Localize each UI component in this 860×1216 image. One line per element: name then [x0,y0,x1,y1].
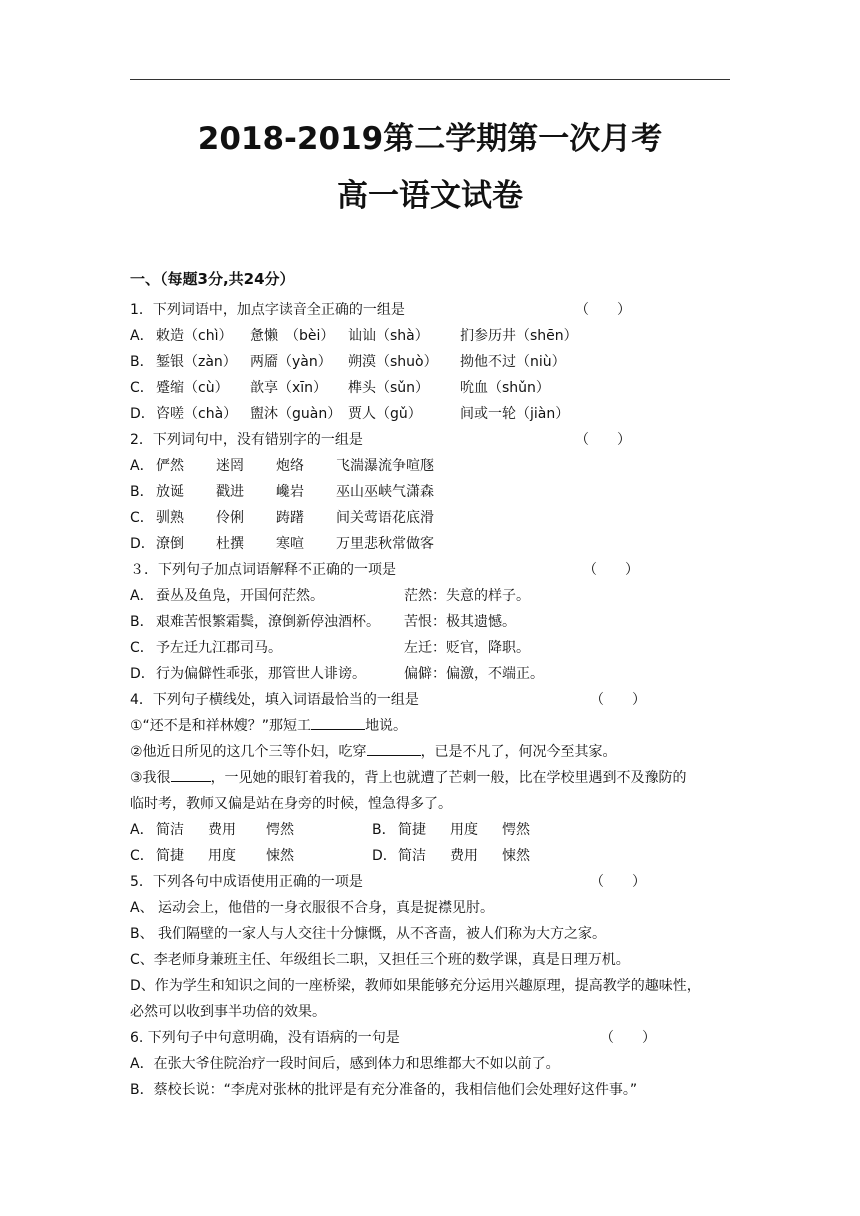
question-6-stem: 6. 下列句子中句意明确，没有语病的一句是 [130,1030,400,1046]
question-5-option-b: B、 我们隔壁的一家人与人交往十分慷慨，从不吝啬，被人们称为大方之家。 [130,926,607,942]
question-5-option-a: A、 运动会上，他借的一身衣服很不合身，真是捉襟见肘。 [130,900,495,916]
question-2-option-d: D．潦倒 杜撰 寒喧 万里悲秋常做客 [130,536,434,552]
question-1-option-b: B． 錾银（zàn） 两靥（yàn） 朔漠（shuò） 拗他不过（niù） [130,354,566,370]
question-4-sentence-3-cont: 临时考，教师又偏是站在身旁的时候，惶急得多了。 [130,796,452,812]
question-3-stem: ３．下列句子加点词语解释不正确的一项是 [130,562,396,578]
exam-title: 2018-2019第二学期第一次月考 [197,121,663,157]
question-4-options-cd: C． 简捷 用度 悚然 D．简洁 费用 悚然 [130,848,530,864]
question-4-sentence-1: ①“还不是和祥林嫂？”那短工 地说。 [130,718,408,734]
question-2-option-a: A． 俨然 迷罔 炮络 飞湍瀑流争喧豗 [130,458,434,474]
question-5-option-c: C、李老师身兼班主任、年级组长二职，又担任三个班的数学课，真是日理万机。 [130,952,630,968]
question-3-option-d: D．行为偏僻性乖张，那管世人诽谤。 偏僻：偏激，不端正。 [130,666,544,682]
exam-subtitle: 高一语文试卷 [337,178,523,214]
question-2-stem: 2．下列词句中，没有错别字的一组是 [130,432,363,448]
question-1-option-d: D．咨嗟（chà） 盥沐（guàn） 贾人（gǔ） 间或一轮（jiàn） [130,406,570,422]
question-1-stem: 1．下列词语中，加点字读音全正确的一组是 [130,302,405,318]
question-3-option-c: C． 予左迁九江郡司马。 左迁：贬官，降职。 [130,640,530,656]
question-4-options-ab: A． 简洁 费用 愕然 B． 简捷 用度 愕然 [130,822,530,838]
question-6-answer-paren: （ ） [600,1030,656,1046]
question-2-option-c: C． 驯熟 伶俐 踌躇 间关莺语花底滑 [130,510,434,526]
question-1-option-c: C． 蹙缩（cù） 歆享（xīn） 榫头（sǔn） 吮血（shǔn） [130,380,550,396]
fill-blank [311,717,365,730]
question-4-sentence-3: ③我很 ，一见她的眼钉着我的，背上也就遭了芒刺一般，比在学校里遇到不及豫防的 [130,770,687,786]
question-2-answer-paren: （ ） [575,432,631,448]
header-rule [130,79,730,80]
question-6-option-a: A．在张大爷住院治疗一段时间后，感到体力和思维都大不如以前了。 [130,1056,560,1072]
question-4-answer-paren: （ ） [590,692,646,708]
question-4-stem: 4．下列句子横线处，填入词语最恰当的一组是 [130,692,419,708]
question-5-answer-paren: （ ） [590,874,646,890]
question-3-option-a: A． 蚕丛及鱼凫，开国何茫然。 茫然：失意的样子。 [130,588,530,604]
question-6-option-b: B．蔡校长说：“李虎对张林的批评是有充分准备的，我相信他们会处理好这件事。” [130,1082,638,1098]
question-4-sentence-2: ②他近日所见的这几个三等仆妇，吃穿 ，已是不凡了，何况今至其家。 [130,744,617,760]
question-5-stem: 5．下列各句中成语使用正确的一项是 [130,874,363,890]
section-heading: 一、（每题3分,共24分） [130,270,295,288]
question-3-option-b: B． 艰难苦恨繁霜鬓，潦倒新停浊酒杯。 苦恨：极其遗憾。 [130,614,516,630]
fill-blank [367,743,421,756]
question-2-option-b: B． 放诞 戳进 巉岩 巫山巫峡气潇森 [130,484,434,500]
question-5-option-d-cont: 必然可以收到事半功倍的效果。 [130,1004,326,1020]
question-3-answer-paren: （ ） [583,562,639,578]
question-1-answer-paren: （ ） [575,302,631,318]
question-5-option-d: D、作为学生和知识之间的一座桥梁，教师如果能够充分运用兴趣原理，提高教学的趣味性， [130,978,701,994]
question-1-option-a: A． 敕造（chì） 惫懒 （bèi） 讪讪（shà） 扪参历井（shēn） [130,328,578,344]
fill-blank [171,769,211,782]
